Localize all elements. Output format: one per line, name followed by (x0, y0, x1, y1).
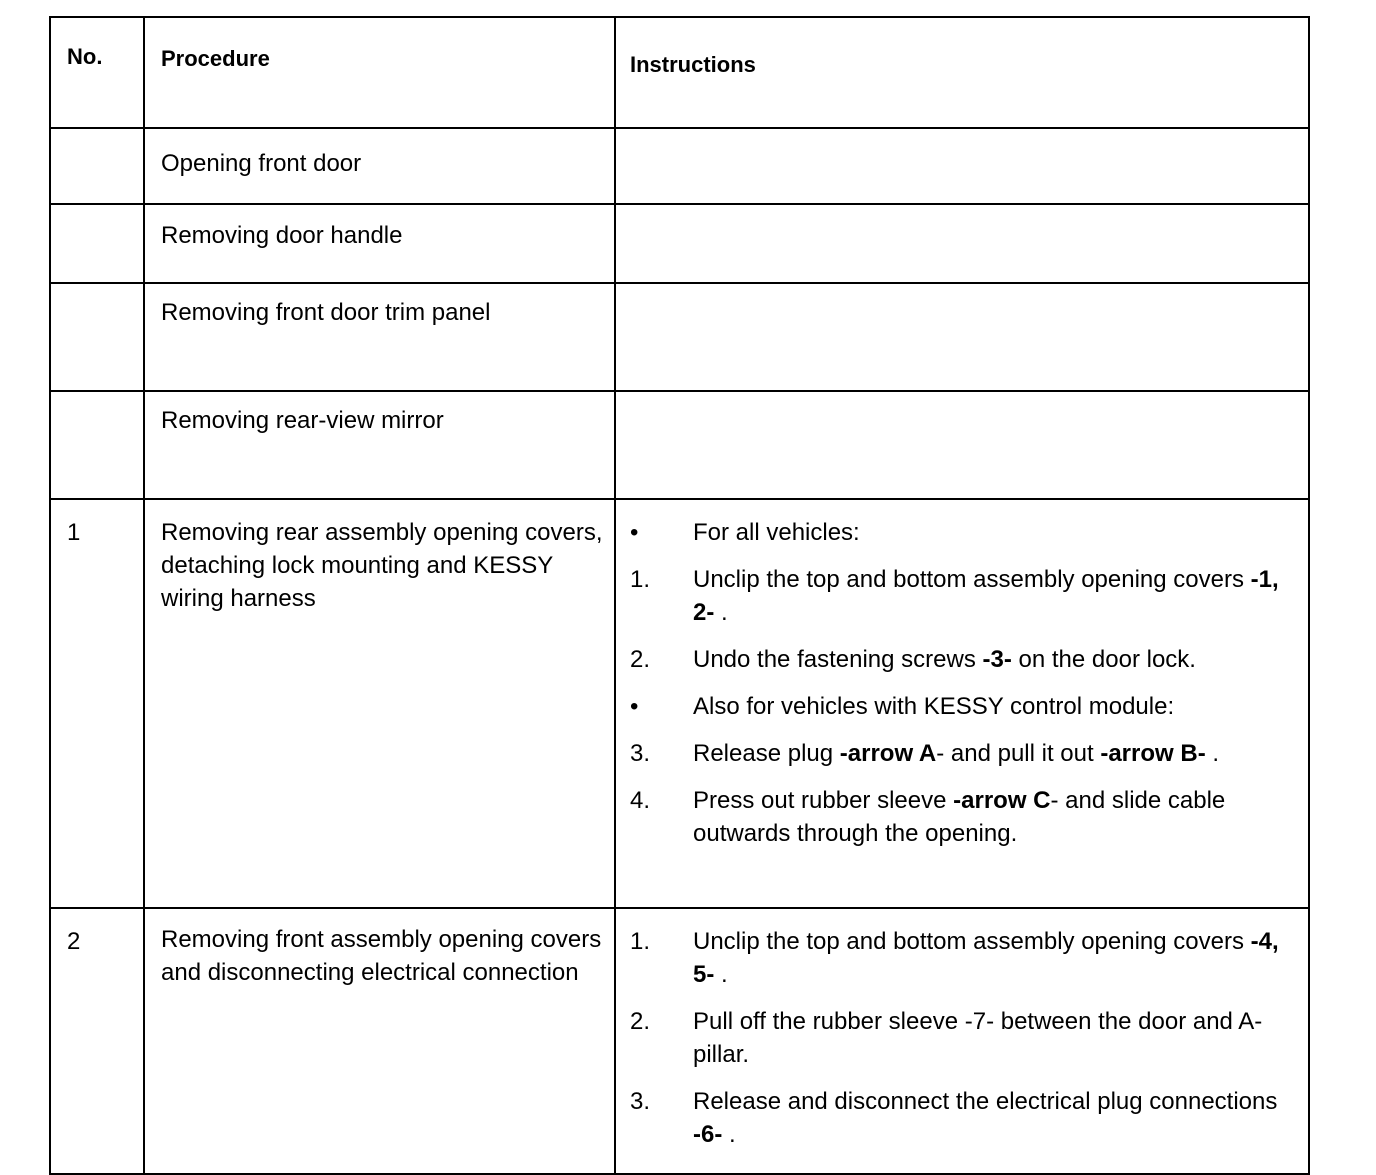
bullet-marker: • (630, 693, 639, 720)
step-number: 2. (630, 646, 651, 673)
text-segment: Also for vehicles with KESSY control module: (693, 693, 1175, 720)
arrow-reference: -arrow C (953, 787, 1051, 814)
instruction-text (693, 563, 1298, 629)
instruction-item (630, 690, 1298, 723)
step-number: 1. (630, 928, 651, 955)
text-segment: Unclip the top and bottom assembly opening covers (693, 928, 1251, 955)
instruction-item (630, 925, 1298, 991)
row-no (50, 204, 144, 283)
row-procedure: Removing front assembly opening covers and disconnecting electrical connection (144, 908, 615, 1174)
row-no (50, 391, 144, 499)
text-segment: . (714, 599, 728, 626)
instruction-text (693, 643, 1298, 676)
table-row (50, 499, 1309, 908)
row-no (50, 283, 144, 391)
instruction-text (693, 784, 1298, 850)
row-instructions (615, 283, 1309, 391)
instruction-text (693, 690, 1298, 723)
header-instructions: Instructions (615, 17, 1309, 128)
part-reference: -3- (982, 646, 1012, 673)
instruction-text (693, 925, 1298, 991)
row-no (50, 128, 144, 204)
step-number: 3. (630, 740, 651, 767)
row-instructions (615, 128, 1309, 204)
row-no: 2 (50, 908, 144, 1174)
instruction-item (630, 563, 1298, 629)
header-procedure: Procedure (144, 17, 615, 128)
instruction-item (630, 1085, 1298, 1151)
text-segment: For all vehicles: (693, 519, 860, 546)
text-segment: Release and disconnect the electrical plug connections (693, 1088, 1278, 1115)
instruction-text (693, 516, 1298, 549)
text-segment: Pull off the rubber sleeve -7- between the door and A-pillar. (693, 1008, 1263, 1068)
table-row (50, 283, 1309, 391)
arrow-reference: -arrow A (839, 740, 937, 767)
step-number: 1. (630, 566, 651, 593)
text-segment: Unclip the top and bottom assembly opening covers (693, 566, 1251, 593)
text-segment: Undo the fastening screws (693, 646, 983, 673)
row-no: 1 (50, 499, 144, 908)
bullet-marker: • (630, 519, 639, 546)
text-segment: Release plug (693, 740, 840, 767)
instruction-item (630, 784, 1298, 850)
table-row (50, 908, 1309, 1174)
instruction-item (630, 737, 1298, 770)
instruction-text (693, 1005, 1298, 1071)
text-segment: Press out rubber sleeve (693, 787, 954, 814)
procedure-table (49, 16, 1310, 1175)
arrow-reference: -arrow B- (1100, 740, 1206, 767)
row-instructions (615, 499, 1309, 908)
text-segment: - and slide cable outwards through the opening. (693, 787, 1226, 847)
table-header-row (50, 17, 1309, 128)
table-row (50, 391, 1309, 499)
instruction-text (693, 1085, 1298, 1151)
header-no: No. (50, 17, 144, 128)
row-procedure: Opening front door (144, 128, 615, 204)
row-procedure: Removing front door trim panel (144, 283, 615, 391)
step-number: 3. (630, 1088, 651, 1115)
table-row (50, 128, 1309, 204)
instruction-item (630, 516, 1298, 549)
table-row (50, 204, 1309, 283)
row-instructions (615, 204, 1309, 283)
step-number: 2. (630, 1008, 651, 1035)
instruction-item (630, 1005, 1298, 1071)
text-segment: - and pull it out (936, 740, 1101, 767)
row-procedure: Removing rear-view mirror (144, 391, 615, 499)
part-reference: -6- (693, 1121, 723, 1148)
text-segment: . (714, 961, 728, 988)
text-segment: . (1205, 740, 1220, 767)
part-reference: -1, 2- (693, 566, 1279, 626)
row-procedure: Removing door handle (144, 204, 615, 283)
row-instructions (615, 908, 1309, 1174)
step-number: 4. (630, 787, 651, 814)
instruction-text (693, 737, 1298, 770)
text-segment: . (722, 1121, 736, 1148)
text-segment: on the door lock. (1011, 646, 1196, 673)
instruction-item (630, 643, 1298, 676)
part-reference: -4, 5- (693, 928, 1279, 988)
row-procedure: Removing rear assembly opening covers, detaching lock mounting and KESSY wiring harness (144, 499, 615, 908)
row-instructions (615, 391, 1309, 499)
